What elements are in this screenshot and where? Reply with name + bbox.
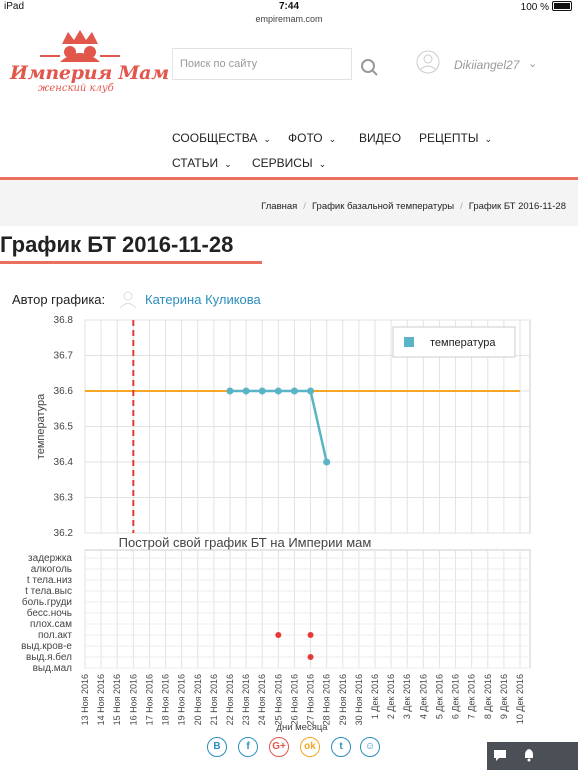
- data-point: [323, 459, 330, 466]
- symptom-label: выд.мал: [32, 663, 72, 674]
- legend-swatch: [404, 337, 414, 347]
- nav-item-photo[interactable]: ФОТО ⌄: [288, 131, 337, 145]
- x-tick-label: 13 Ноя 2016: [80, 674, 90, 726]
- googleplus-icon[interactable]: G+: [269, 737, 289, 757]
- breadcrumb-section[interactable]: График базальной температуры: [311, 201, 455, 212]
- symptom-label: задержка: [28, 553, 72, 564]
- x-tick-label: 9 Дек 2016: [498, 674, 509, 720]
- symptom-label: выд.кров-е: [21, 641, 72, 652]
- x-tick-label: 18 Ноя 2016: [160, 674, 171, 726]
- x-tick-label: 20 Ноя 2016: [192, 674, 203, 726]
- data-point: [275, 388, 282, 395]
- symptom-label: t тела.выс: [25, 586, 72, 597]
- symptom-point: [275, 632, 281, 638]
- nav-item-communities[interactable]: СООБЩЕСТВА ⌄: [172, 131, 271, 145]
- symptom-label: алкоголь: [30, 564, 72, 575]
- chat-icon[interactable]: [493, 749, 507, 762]
- address-bar[interactable]: empiremam.com: [255, 14, 323, 24]
- y-tick-label: 36.7: [53, 350, 73, 362]
- chevron-down-icon: ⌄: [318, 159, 327, 169]
- breadcrumb: Главная / График базальной температуры / График БТ 2016-11-28: [261, 201, 566, 212]
- x-tick-label: 22 Ноя 2016: [225, 674, 235, 726]
- page-title: График БТ 2016-11-28: [0, 232, 234, 257]
- y-tick-label: 36.5: [53, 421, 73, 433]
- symptom-label: плох.сам: [29, 619, 72, 630]
- x-tick-label: 3 Дек 2016: [402, 674, 413, 720]
- x-tick-label: 25 Ноя 2016: [273, 674, 284, 726]
- data-point: [307, 388, 314, 395]
- breadcrumb-home[interactable]: Главная: [261, 201, 298, 212]
- legend-label: температура: [430, 337, 496, 349]
- chat-widget[interactable]: [487, 742, 578, 770]
- x-tick-label: 7 Дек 2016: [466, 674, 477, 720]
- author-label: Автор графика:: [12, 292, 106, 307]
- bbt-chart: [0, 310, 578, 740]
- battery-indicator: 100 %: [521, 1, 572, 13]
- x-tick-label: 26 Ноя 2016: [289, 674, 300, 726]
- data-point: [291, 388, 298, 395]
- logo-emblem-icon: [10, 26, 150, 66]
- nav-item-recipes[interactable]: РЕЦЕПТЫ ⌄: [419, 131, 493, 145]
- symptom-point: [308, 632, 314, 638]
- x-tick-label: 15 Ноя 2016: [112, 674, 123, 726]
- odnoklassniki-icon[interactable]: ok: [300, 737, 320, 757]
- title-underline: [0, 261, 262, 264]
- x-tick-label: 29 Ноя 2016: [337, 674, 348, 726]
- battery-icon: [552, 1, 572, 11]
- data-point: [259, 388, 266, 395]
- y-tick-label: 36.6: [53, 386, 73, 397]
- x-tick-label: 28 Ноя 2016: [321, 674, 332, 726]
- nav-item-articles[interactable]: СТАТЬИ ⌄: [172, 156, 232, 170]
- author-avatar-icon: [118, 289, 138, 309]
- y-tick-label: 36.3: [53, 492, 73, 504]
- x-tick-label: 24 Ноя 2016: [257, 674, 268, 726]
- avatar-icon[interactable]: [416, 50, 440, 74]
- data-point: [227, 388, 234, 395]
- y-axis-label: температура: [35, 393, 47, 460]
- x-tick-label: 8 Дек 2016: [482, 674, 493, 720]
- nav-item-services[interactable]: СЕРВИСЫ ⌄: [252, 156, 327, 170]
- symptom-label: t тела.низ: [26, 575, 72, 586]
- x-tick-label: 6 Дек 2016: [450, 674, 461, 720]
- twitter-icon[interactable]: t: [331, 737, 351, 757]
- symptom-plot-area: [85, 550, 530, 668]
- user-menu-chevron-icon[interactable]: ⌄: [528, 58, 538, 70]
- x-tick-label: 5 Дек 2016: [434, 674, 445, 720]
- y-tick-label: 36.8: [53, 315, 73, 326]
- logo-subtitle: женский клуб: [38, 83, 114, 94]
- y-tick-label: 36.4: [53, 457, 73, 468]
- chevron-down-icon: ⌄: [263, 134, 271, 144]
- nav-item-video[interactable]: ВИДЕО: [359, 131, 402, 145]
- bell-icon[interactable]: [523, 748, 535, 762]
- x-tick-label: 4 Дек 2016: [418, 674, 429, 720]
- chevron-down-icon: ⌄: [328, 134, 337, 144]
- symptom-label: боль.груди: [21, 597, 72, 608]
- x-tick-label: 16 Ноя 2016: [128, 674, 139, 726]
- x-tick-label: 17 Ноя 2016: [144, 674, 155, 726]
- x-tick-label: 10 Дек 2016: [515, 674, 525, 725]
- symptom-label: бесс.ночь: [26, 608, 72, 619]
- facebook-icon[interactable]: f: [238, 737, 258, 757]
- x-tick-label: 23 Ноя 2016: [241, 674, 252, 726]
- x-tick-label: 30 Ноя 2016: [353, 674, 364, 726]
- device-label: iPad: [4, 1, 25, 12]
- search-icon[interactable]: [360, 58, 380, 76]
- vk-icon[interactable]: В: [207, 737, 227, 757]
- logo-title: Империя Мам: [10, 62, 169, 84]
- breadcrumb-current: График БТ 2016-11-28: [468, 201, 566, 212]
- data-point: [243, 388, 250, 395]
- symptom-point: [308, 654, 314, 660]
- author-link[interactable]: Катерина Куликова: [145, 292, 261, 307]
- x-axis-label: дни месяца: [276, 722, 328, 733]
- chevron-down-icon: ⌄: [224, 159, 232, 169]
- search-input[interactable]: Поиск по сайту: [172, 48, 352, 80]
- status-bar: [0, 0, 578, 14]
- x-tick-label: 14 Ноя 2016: [96, 674, 107, 726]
- y-tick-label: 36.2: [53, 528, 73, 539]
- x-tick-label: 1 Дек 2016: [370, 674, 380, 720]
- symptom-label: пол.акт: [38, 630, 72, 641]
- x-tick-label: 21 Ноя 2016: [208, 674, 219, 726]
- x-tick-label: 19 Ноя 2016: [176, 674, 187, 726]
- clock: 7:44: [278, 1, 299, 12]
- x-tick-label: 2 Дек 2016: [386, 674, 397, 720]
- chevron-down-icon: ⌄: [484, 134, 493, 144]
- symptom-label: выд.я.бел: [26, 652, 72, 663]
- user-name[interactable]: Dikiiangel27: [454, 58, 520, 72]
- x-tick-label: 27 Ноя 2016: [305, 674, 316, 726]
- chart-caption: Построй свой график БТ на Империи мам: [118, 535, 372, 550]
- moimir-icon[interactable]: ☺: [360, 737, 380, 757]
